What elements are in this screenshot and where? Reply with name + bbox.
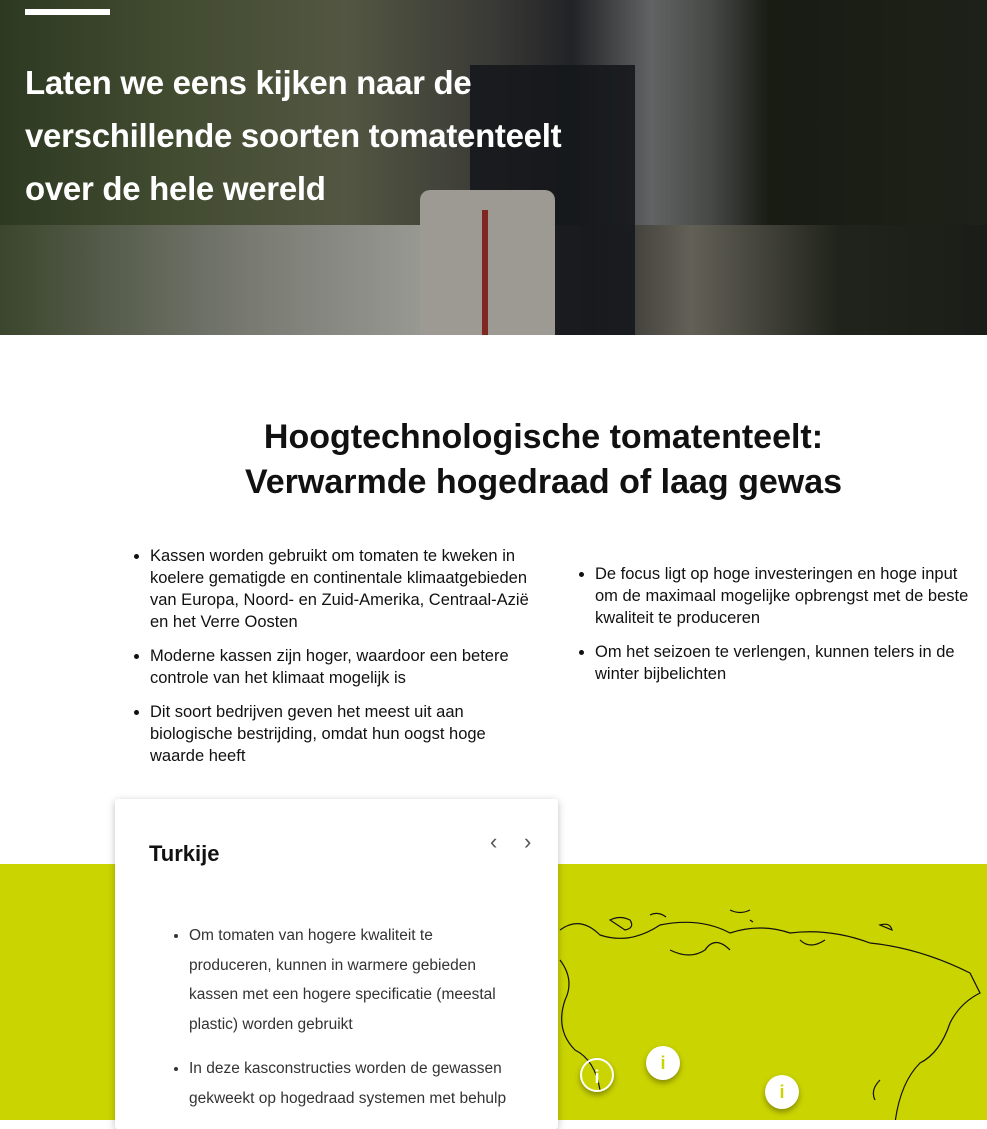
section-title-line2: Verwarmde hogedraad of laag gewas — [244, 463, 843, 501]
hero-accent-bar — [25, 9, 110, 15]
left-bullet-list — [150, 545, 530, 779]
card-bullet-list — [189, 921, 509, 1128]
hero-title: Laten we eens kijken naar de verschillende soorten tomatenteelt over de hele wereld — [25, 64, 562, 207]
list-item: • Om tomaten van hogere kwaliteit te produceren, kunnen in warmere gebieden kassen met een hogere specificatie (meestal plastic) worden gebruikt — [189, 921, 509, 1039]
list-item: • Kassen worden gebruikt om tomaten te kweken in koelere gematigde en continentale klimaatgebieden van Europa, Noord- en Zuid-Amerika, Centraal-Azië en het Verre Oosten — [150, 545, 530, 633]
map-info-pin[interactable]: i — [580, 1058, 614, 1092]
list-item: • Om het seizoen te verlengen, kunnen telers in de winter bijbelichten — [595, 641, 975, 685]
next-arrow-icon[interactable]: › — [524, 829, 532, 854]
list-item: • Dit soort bedrijven geven het meest uit aan biologische bestrijding, omdat hun oogst hoge waarde heeft — [150, 701, 530, 767]
hero-banner — [0, 0, 987, 335]
list-item: • Moderne kassen zijn hoger, waardoor een betere controle van het klimaat mogelijk is — [150, 645, 530, 689]
section-title-line1: Hoogtechnologische tomatenteelt: — [263, 418, 824, 456]
map-info-pin[interactable]: i — [646, 1046, 680, 1080]
country-info-card — [115, 799, 558, 1129]
right-bullet-list — [595, 563, 975, 697]
list-item: • De focus ligt op hoge investeringen en hoge input om de maximaal mogelijke opbrengst met de beste kwaliteit te produceren — [595, 563, 975, 629]
card-title: Turkije — [149, 841, 220, 866]
map-info-pin[interactable]: i — [765, 1075, 799, 1109]
prev-arrow-icon[interactable]: ‹ — [490, 829, 498, 854]
list-item: • In deze kasconstructies worden de gewassen gekweekt op hogedraad systemen met behulp — [189, 1054, 509, 1113]
section-title — [100, 415, 987, 505]
